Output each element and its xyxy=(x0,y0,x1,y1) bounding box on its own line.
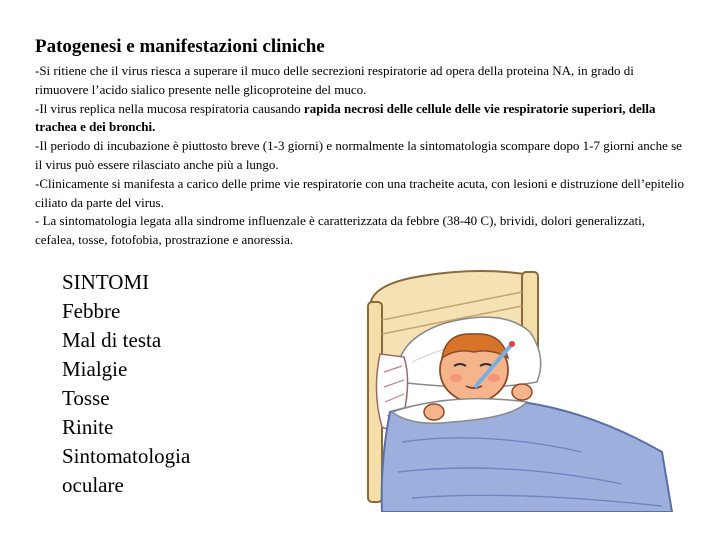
symptom-item: oculare xyxy=(62,473,124,497)
symptom-item: Sintomatologia xyxy=(62,444,191,468)
symptom-item: Mal di testa xyxy=(62,328,162,352)
paragraph-1: -Si ritiene che il virus riesca a superare il muco delle secrezioni respiratorie ad opera della proteina NA, in grado di rimuovere l’acido sialico presente nelle glicoproteine del muco. xyxy=(35,63,634,97)
paragraph-3: -Il periodo di incubazione è piuttosto breve (1-3 giorni) e normalmente la sintomatologia scompare dopo 1-7 giorni anche se il virus può essere rilasciato anche più a lungo. xyxy=(35,138,682,172)
symptom-item: Rinite xyxy=(62,415,114,439)
page-title: Patogenesi e manifestazioni cliniche xyxy=(35,36,325,57)
paragraph-5: - La sintomatologia legata alla sindrome influenzale è caratterizzata da febbre (38-40 C), brividi, dolori generalizzati, cefalea, tosse, fotofobia, prostrazione e anoressia. xyxy=(35,213,646,248)
paragraph-2 xyxy=(35,100,685,138)
child-head xyxy=(440,334,508,402)
symptom-item: Tosse xyxy=(62,386,110,410)
symptom-item: Febbre xyxy=(62,299,121,323)
paragraph-2-bold: rapida necrosi delle cellule delle vie respiratorie superiori, della trachea e dei bronchi. xyxy=(35,100,656,135)
paragraph-4: -Clinicamente si manifesta a carico delle prime vie respiratorie con una tracheite acuta, con lesioni e distruzione dell’epitelio ciliato da parte del virus. xyxy=(35,175,685,210)
symptoms-list xyxy=(62,268,262,500)
symptom-item: Mialgie xyxy=(62,357,128,381)
sick-child-illustration-svg xyxy=(362,262,680,512)
symptoms-heading: SINTOMI xyxy=(62,270,150,294)
description-text xyxy=(35,62,685,250)
sick-child-in-bed-illustration xyxy=(362,262,680,512)
paragraph-2-text: -Il virus replica nella mucosa respiratoria causando xyxy=(35,100,304,116)
